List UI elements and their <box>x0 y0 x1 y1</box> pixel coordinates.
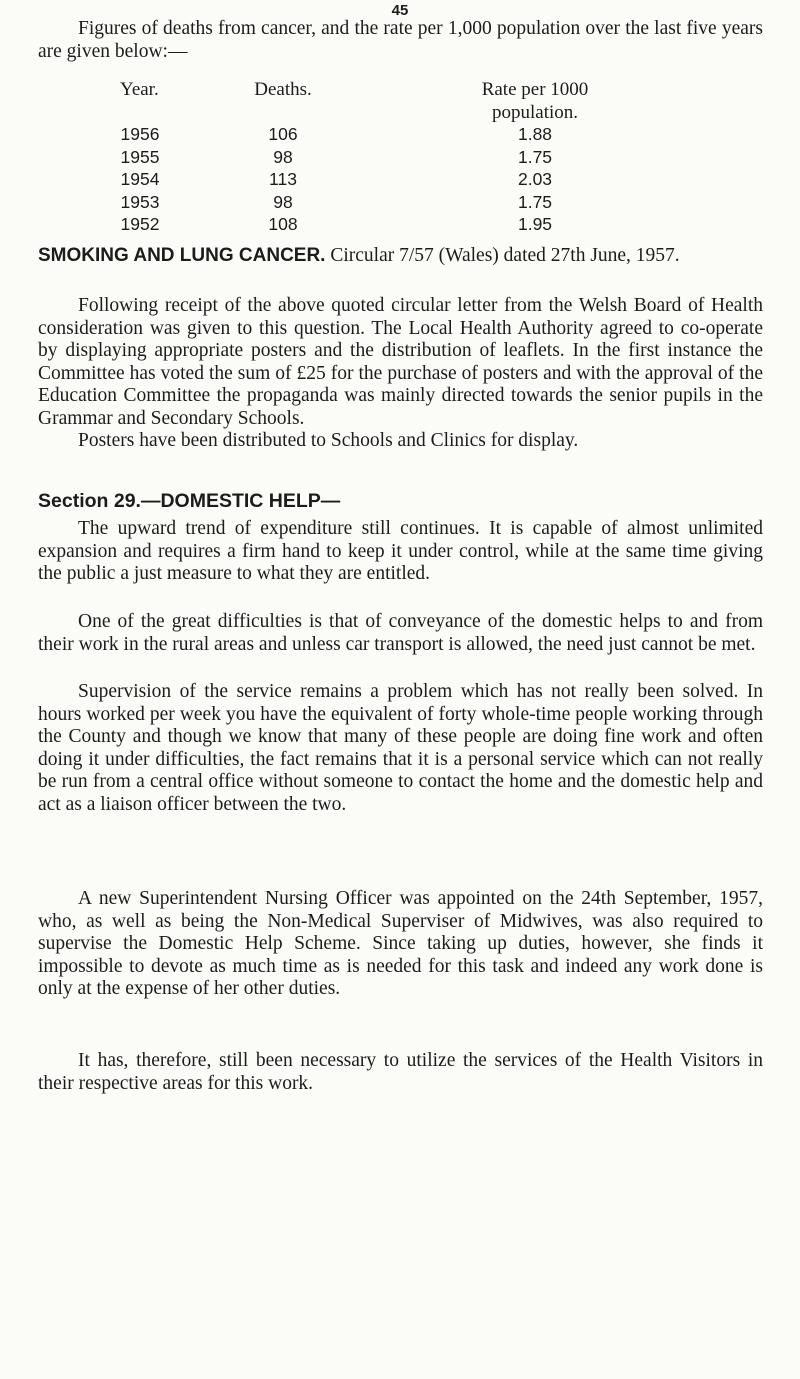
domestic-help-paragraph-3: Supervision of the service remains a problem which has not really been solved. In hours worked per week you have the equivalent of forty whole-time people working through the County and though we know that many of these people are doing fine work and often doing it under difficulties, the fact remains that it is a personal service which can not really be run from a central office without someone to contact the home and the domestic help and act as a liaison officer between the two. <box>38 681 763 815</box>
table-row <box>0 192 800 215</box>
cell-deaths: 108 <box>268 214 298 234</box>
table-row <box>0 214 800 237</box>
cell-year: 1956 <box>120 124 160 144</box>
cell-year: 1955 <box>120 146 160 167</box>
smoking-paragraph-1: Following receipt of the above quoted circular letter from the Welsh Board of Health consideration was given to this question. The Local Health Authority agreed to co-operate by displaying appropriate posters and the distribution of leaflets. In the first instance the Committee has voted the sum of £25 for the purchase of posters and with the approval of the Education Committee the propaganda was mainly directed towards the senior pupils in the Grammar and Secondary Schools. <box>38 295 763 429</box>
cell-deaths: 113 <box>269 169 297 189</box>
cancer-deaths-table <box>0 79 800 237</box>
cell-rate: 1.95 <box>517 214 553 234</box>
cell-rate: 2.03 <box>517 169 553 189</box>
section-29-title: Section 29.—DOMESTIC HELP— <box>38 490 341 512</box>
table-row <box>0 124 800 147</box>
domestic-help-paragraph-4: A new Superintendent Nursing Officer was appointed on the 24th September, 1957, who, as well as being the Non-Medical Superviser of Midwives, was also required to supervise the Domestic Help Scheme. Since taking up duties, however, she finds it impossible to devote as much time as is needed for this task and indeed any work done is only at the expense of her other duties. <box>38 888 763 1000</box>
table-header-row-2 <box>0 102 800 125</box>
cell-year: 1954 <box>120 169 160 189</box>
smoking-heading-paragraph <box>38 245 763 268</box>
domestic-help-paragraph-1: The upward trend of expenditure still continues. It is capable of almost unlimited expansion and requires a firm hand to keep it under control, while at the same time giving the public a just measure to what they are entitled. <box>38 518 763 585</box>
cell-year: 1952 <box>120 214 160 234</box>
cell-deaths: 98 <box>273 146 293 167</box>
page-number: 45 <box>391 2 409 19</box>
cell-rate: 1.75 <box>517 191 553 212</box>
cell-rate: 1.75 <box>517 146 553 167</box>
table-row <box>0 169 800 192</box>
cell-rate: 1.88 <box>517 124 553 144</box>
circular-reference: Circular 7/57 (Wales) dated 27th June, 1957. <box>330 245 680 266</box>
table-header-row <box>0 79 800 102</box>
cell-deaths: 106 <box>268 124 298 144</box>
domestic-help-paragraph-2: One of the great difficulties is that of conveyance of the domestic helps to and from their work in the rural areas and unless car transport is allowed, the need just cannot be met. <box>38 611 763 655</box>
intro-paragraph: Figures of deaths from cancer, and the rate per 1,000 population over the last five years are given below:— <box>38 18 763 62</box>
smoking-paragraph-2: Posters have been distributed to Schools and Clinics for display. <box>78 430 579 451</box>
domestic-help-paragraph-5: It has, therefore, still been necessary to utilize the services of the Health Visitors in their respective areas for this work. <box>38 1050 763 1094</box>
header-year: Year. <box>120 79 159 100</box>
cell-year: 1953 <box>120 191 160 212</box>
table-row <box>0 147 800 170</box>
smoking-heading: SMOKING AND LUNG CANCER. <box>38 245 326 266</box>
header-deaths: Deaths. <box>254 79 312 100</box>
cell-deaths: 98 <box>273 191 293 212</box>
header-rate-population: population. <box>491 101 579 123</box>
header-rate: Rate per 1000 <box>481 79 589 100</box>
